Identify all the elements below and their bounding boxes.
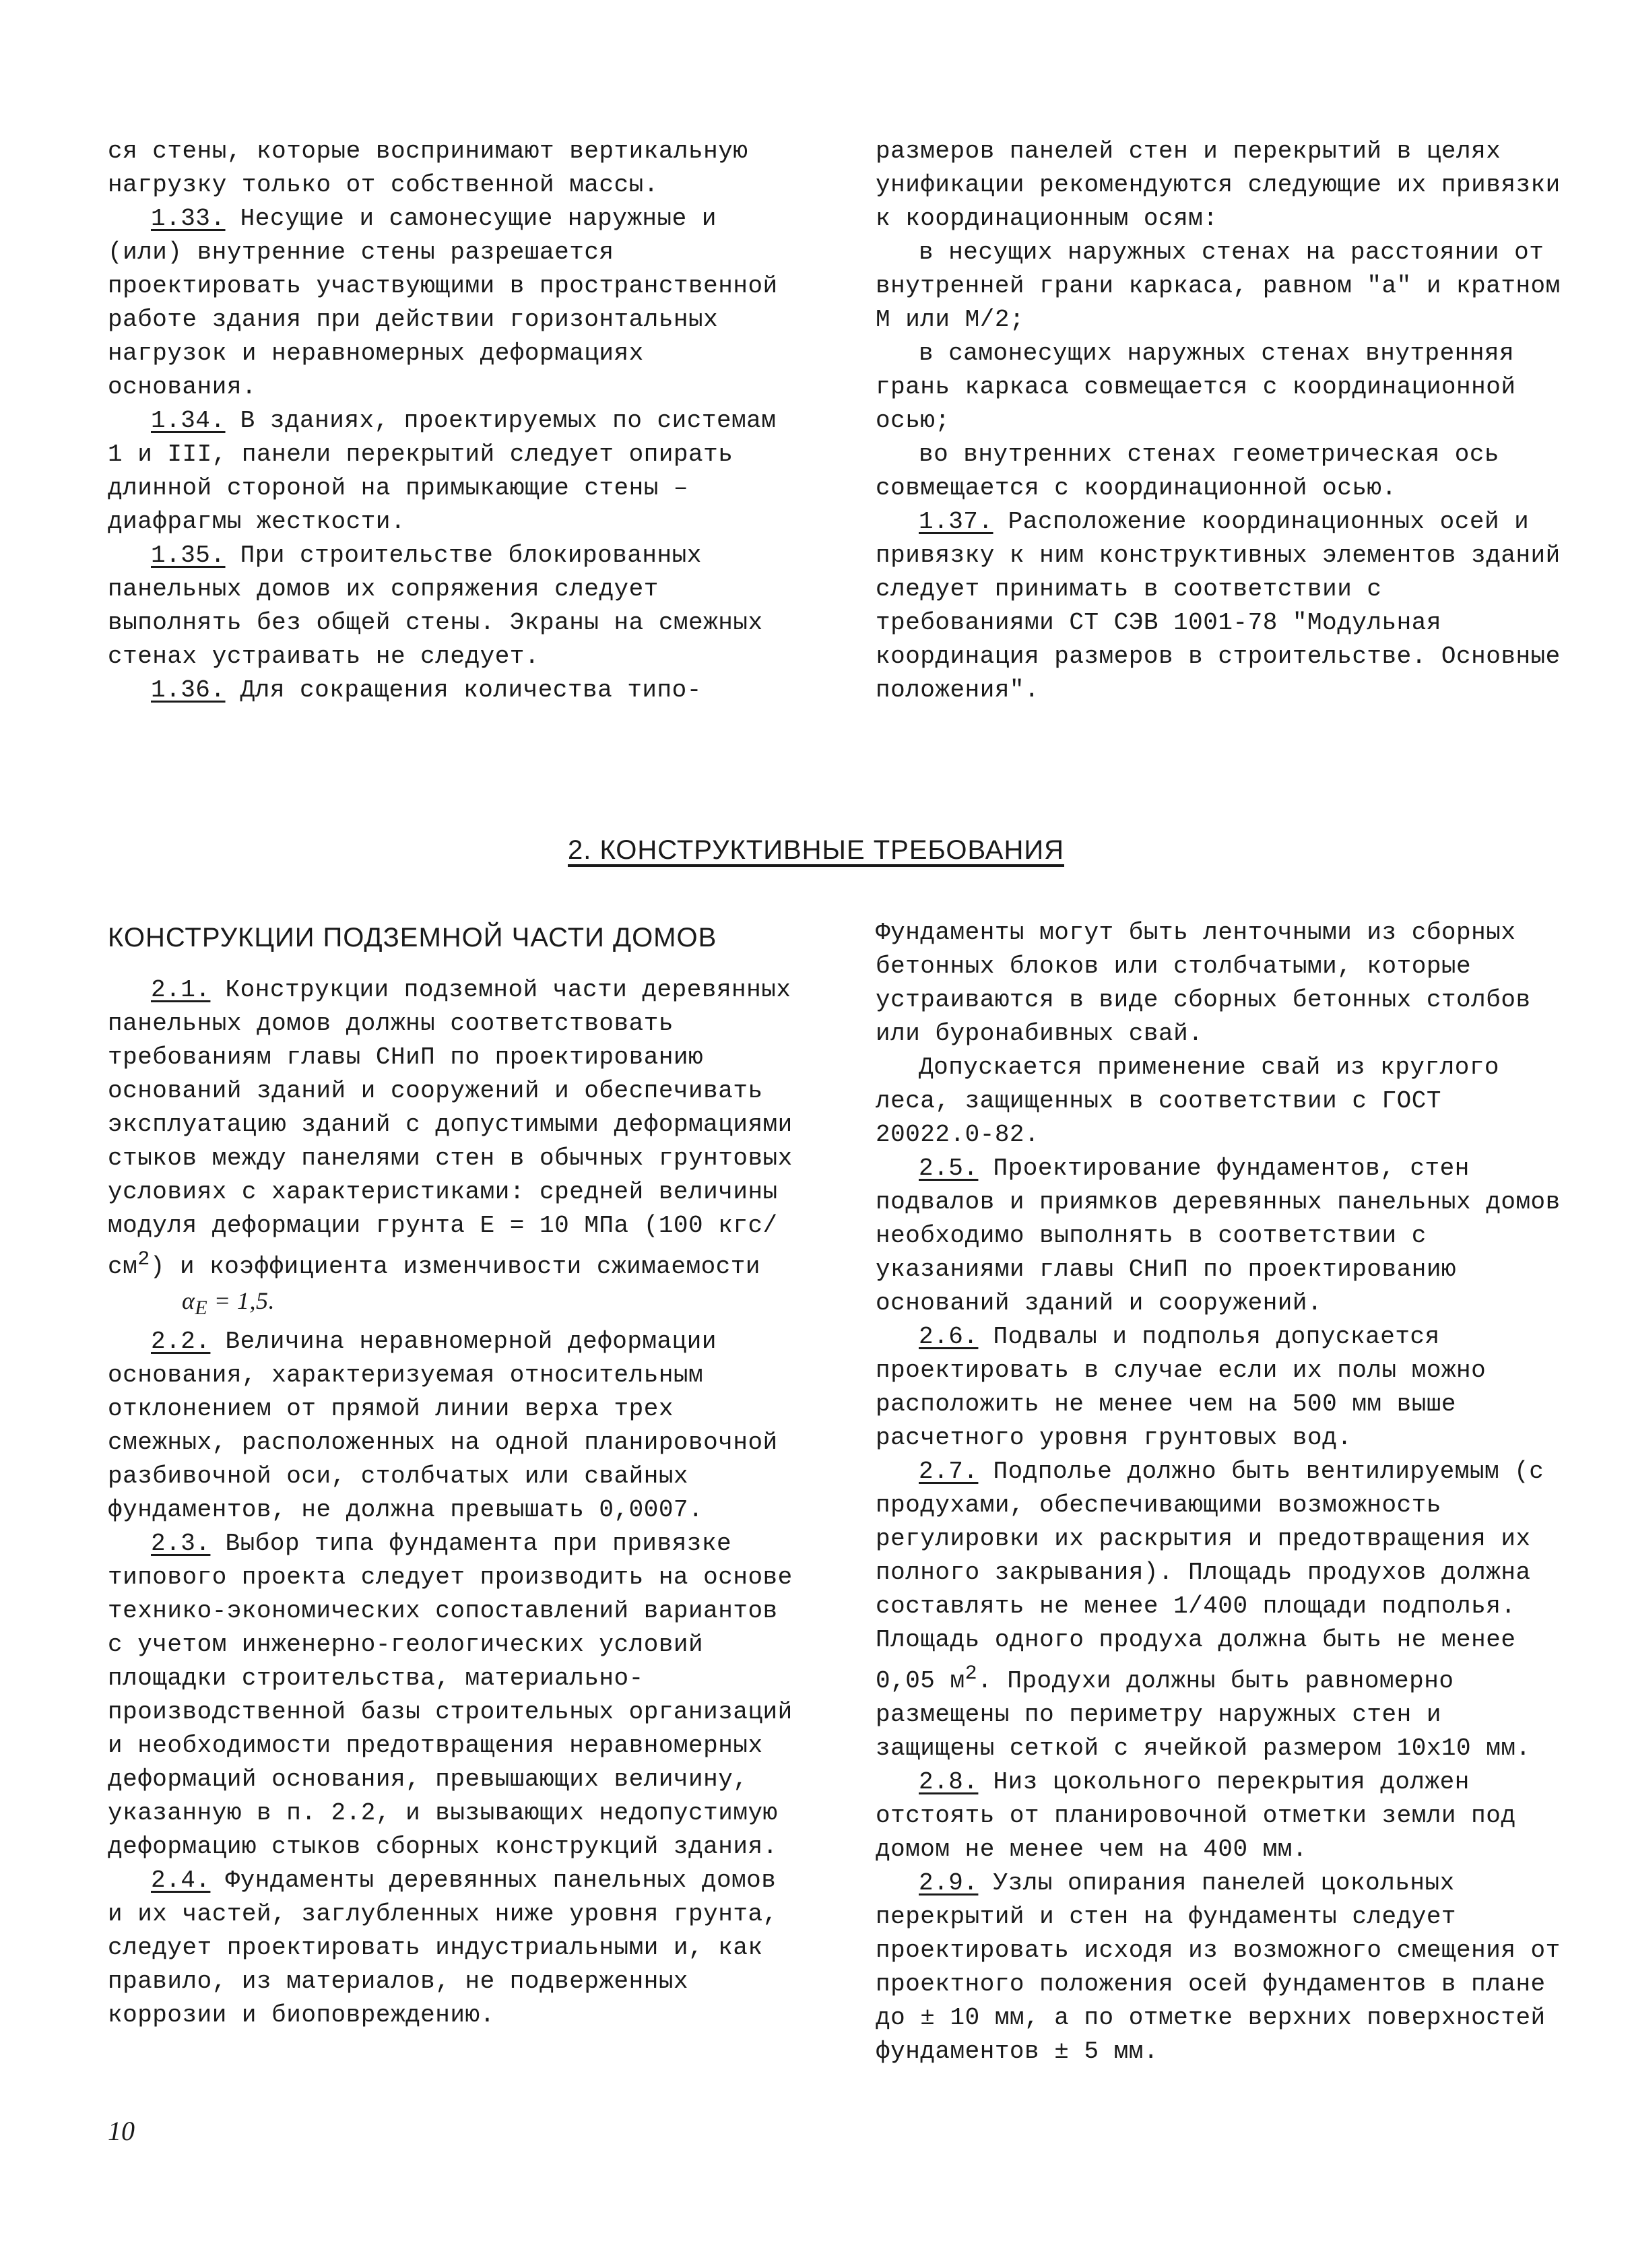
- formula-value: = 1,5.: [207, 1287, 275, 1314]
- paragraph: Допускается применение свай из круглого леса, защищенных в соответствии с ГОСТ 20022.0-82.: [876, 1054, 1500, 1148]
- clause-text-tail: ) и коэффициента изменчивости сжимаемости: [150, 1253, 760, 1281]
- clause-text: Фундаменты деревянных панельных домов и их частей, заглубленных ниже уровня грунта, следует проектировать индустриальными и, как правило, из материалов, не подверженных коррозии и биоповреждению.: [108, 1867, 778, 2030]
- clause-1-35: [108, 539, 795, 674]
- list-item: во внутренних стенах геометрическая ось совмещается с координационной осью.: [876, 441, 1500, 502]
- clause-text: Подвалы и подполья допускается проектировать в случае если их полы можно расположить не менее чем на 500 мм выше расчетного уровня грунтовых вод.: [876, 1323, 1487, 1452]
- clause-text: Величина неравномерной деформации основания, характеризуемая относительным отклонением от прямой линии верха трех смежных, расположенных на одной планировочной разбивочной оси, столбчатых или свайных фундаментов, не должна превышать 0,0007.: [108, 1328, 778, 1524]
- clause-2-6: [876, 1320, 1563, 1455]
- bottom-right-column: [876, 916, 1563, 2069]
- paragraph-continuation: ся стены, которые воспринимают вертикальную нагрузку только от собственной массы.: [108, 137, 748, 199]
- clause-text: Низ цокольного перекрытия должен отстоять от планировочной отметки земли под домом не менее чем на 400 мм.: [876, 1768, 1516, 1863]
- clause-text: Узлы опирания панелей цокольных перекрытий и стен на фундаменты следует проектировать исходя из возможного смещения от проектного положения осей фундаментов в плане до ± 10 мм, а по отметке верхних поверхностей фундаментов ± 5 мм.: [876, 1869, 1561, 2065]
- page-number: 10: [108, 2116, 135, 2146]
- clause-1-34: [108, 404, 795, 539]
- superscript: 2: [137, 1248, 150, 1271]
- clause-1-37: [876, 505, 1563, 707]
- top-right-column: [876, 135, 1563, 707]
- clause-2-1: [108, 973, 795, 1284]
- clause-text-tail: . Продухи должны быть равномерно размещены по периметру наружных стен и защищены сеткой с ячейкой размером 10х10 мм.: [876, 1667, 1531, 1762]
- bottom-left-column: [108, 973, 795, 2032]
- list-item: в самонесущих наружных стенах внутренняя грань каркаса совмещается с координационной осью;: [876, 339, 1516, 434]
- clause-text: Проектирование фундаментов, стен подвалов и приямков деревянных панельных домов необходимо выполнять в соответствии с указаниями главы СНиП по проектированию оснований зданий и сооружений.: [876, 1155, 1561, 1317]
- clause-number: 2.1.: [151, 976, 211, 1004]
- clause-number: 2.9.: [919, 1869, 979, 1897]
- clause-text: Расположение координационных осей и привязку к ним конструктивных элементов зданий следует принимать в соответствии с требованиями СТ СЭВ 1001-78 "Модульная координация размеров в строительстве. Основные положения".: [876, 508, 1561, 704]
- section-title: 2. КОНСТРУКТИВНЫЕ ТРЕБОВАНИЯ: [567, 835, 1065, 865]
- list-item: в несущих наружных стенах на расстоянии от внутренней грани каркаса, равном "а" и кратном М или М/2;: [876, 238, 1561, 333]
- superscript: 2: [965, 1662, 978, 1685]
- alpha-symbol: α: [182, 1287, 195, 1314]
- alpha-subscript: E: [195, 1297, 208, 1320]
- clause-number: 2.6.: [919, 1323, 979, 1351]
- clause-number: 2.4.: [151, 1867, 211, 1895]
- clause-number: 2.5.: [919, 1155, 979, 1182]
- clause-number: 1.35.: [151, 542, 226, 569]
- clause-number: 1.33.: [151, 205, 226, 232]
- clause-2-3: [108, 1527, 795, 1864]
- clause-2-9: [876, 1867, 1563, 2069]
- clause-text: Конструкции подземной части деревянных панельных домов должны соответствовать требованиям главы СНиП по проектированию оснований зданий и сооружений и обеспечивать эксплуатацию зданий с допустимыми деформациями стыков между панелями стен в обычных грунтовых условиях с характеристиками: средней величины модуля деформации грунта Е = 10 МПа (100 кгс/см: [108, 976, 793, 1281]
- clause-number: 2.7.: [919, 1458, 979, 1485]
- clause-number: 2.2.: [151, 1328, 211, 1356]
- clause-text: При строительстве блокированных панельных домов их сопряжения следует выполнять без общей стены. Экраны на смежных стенах устраивать не следует.: [108, 542, 763, 670]
- clause-number: 1.37.: [919, 508, 993, 536]
- clause-1-33: [108, 202, 795, 404]
- clause-number: 2.3.: [151, 1530, 211, 1558]
- paragraph-continuation: Фундаменты могут быть ленточными из сборных бетонных блоков или столбчатыми, которые устраиваются в виде сборных бетонных столбов или буронабивных свай.: [876, 919, 1531, 1047]
- clause-2-2: [108, 1325, 795, 1527]
- top-left-column: [108, 135, 795, 707]
- clause-number: 1.36.: [151, 676, 226, 704]
- clause-2-5: [876, 1152, 1563, 1320]
- clause-2-8: [876, 1765, 1563, 1867]
- clause-text: Несущие и самонесущие наружные и (или) внутренние стены разрешается проектировать участвующими в пространственной работе здания при действии горизонтальных нагрузок и неравномерных деформациях основания.: [108, 205, 778, 401]
- formula-line: [108, 1284, 795, 1325]
- paragraph-continuation: размеров панелей стен и перекрытий в целях унификации рекомендуются следующие их привязки к координационным осям:: [876, 137, 1561, 232]
- clause-text: В зданиях, проектируемых по системам 1 и III, панели перекрытий следует опирать длинной стороной на примыкающие стены – диафрагмы жесткости.: [108, 407, 777, 536]
- clause-2-7: [876, 1455, 1563, 1765]
- clause-2-4: [108, 1864, 795, 2032]
- clause-number: 1.34.: [151, 407, 226, 434]
- clause-text: Для сокращения количества типо-: [225, 676, 702, 704]
- clause-text: Выбор типа фундамента при привязке типового проекта следует производить на основе технико-экономических сопоставлений вариантов с учетом инженерно-геологических условий площадки строительства, материально-производственной базы строительных организаций и необходимости предотвращения неравномерных деформаций основания, превышающих величину, указанную в п. 2.2, и вызывающих недопустимую деформацию стыков сборных конструкций здания.: [108, 1530, 793, 1861]
- subsection-title: КОНСТРУКЦИИ ПОДЗЕМНОЙ ЧАСТИ ДОМОВ: [108, 923, 717, 952]
- clause-1-36: [108, 674, 795, 707]
- clause-number: 2.8.: [919, 1768, 979, 1796]
- clause-text: Подполье должно быть вентилируемым (с продухами, обеспечивающими возможность регулировки их раскрытия и предотвращения их полного закрывания). Площадь продухов должна составлять не менее 1/400 площади подполья. Площадь одного продуха должна быть не менее 0,05 м: [876, 1458, 1544, 1695]
